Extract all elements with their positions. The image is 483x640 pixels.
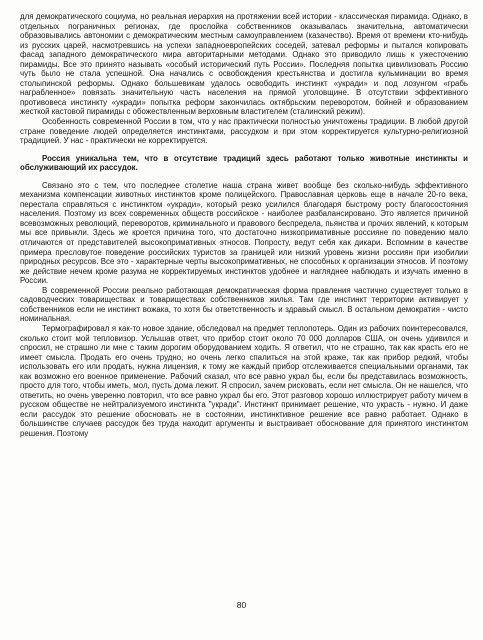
text-column [20, 12, 468, 439]
paragraph-5: Термографировал я как-то новое здание, обследовал на предмет теплопотерь. Один из рабочих поинтересовался, сколько стоит мой тепловизор. Услышав ответ, что прибор стоит около 70 000 долларов США, он очень удивился и спросил, не страшно ли мне с таким дорогим оборудованием ходить. Я ответил, что не страшно, так как красть его не имеет смысла. Продать его очень трудно, но очень легко спалиться на этой краже, так как прибор редкий, чтобы использовать его или продать, нужна лицензия, к тому же каждый прибор отслеживается специальными органами, так как возможно его военное применение. Рабочий сказал, что все равно украл бы, если бы представилась возможность, просто для того, чтобы иметь, мол, пусть дома лежит. Я спросил, зачем рисковать, если нет смысла. Он не нашелся, что ответить, но очень уверенно повторил, что все равно украл бы его. Этот разговор хорошо иллюстрирует работу мичем в русском обществе не нейтрализуемого инстинкта "укради". Инстинкт принимает решение, что украсть - нужно. И даже если рассудок это решение обосновать не в состоянии, инстинктивное решение все равно работает. Однако в большинстве случаев рассудок без труда находит аргументы и выстраивает обоснование для принятого инстинктом решения. Поэтому [20, 323, 468, 438]
paragraph-1: для демократического социума, но реальная иерархия на протяжении всей истории - классическая пирамида. Однако, в отдельных пограничных регионах, где прослойка собственников оказывалась значительна, автоматически образовывались автономии с демократическим местным самоуправлением (казачество). Время от времени кто-нибудь из русских царей, насмотревшись на успехи западноевропейских соседей, затевал реформы и пытался копировать фасад западного демократического мира авторитарными методами. Однако это приводило лишь к ужесточению пирамиды. Все это принято называть «особый исторический путь России». Последняя попытка цивилизовать Россию чуть было не стала успешной. Она начались с освобождения крестьянства и достигла кульминации во время столыпинской реформы. Однако большевикам удалось освободить инстинкт «укради» и под лозунгом «грабь награбленное» повязать значительную часть населения на прямой уголовщине. В отсутствии эффективного противовеса инстинкту «укради» попытка реформ закончилась октябрьским переворотом, бойней и образованием жесткой кастовой пирамиды с обожествленным верховным властителем (сталинский режим). [20, 12, 468, 117]
page-number: 80 [236, 600, 247, 610]
paragraph-4: В современной России реально работающая демократическая форма правления частично существует только в садоводческих товариществах и товариществах собственников жилья. Там где инстинкт территории активирует у собственников если не инстинкт вожака, то хотя бы ответственность и здравый смысл. В остальном демократия - чисто номинальная. [20, 285, 468, 324]
spacer [20, 173, 468, 181]
paragraph-3: Связано это с тем, что последнее столетие наша страна живет вообще без сколько-нибудь эффективного механизма компенсации животных инстинктов кроме полицейского. Православная церковь еще в начале 20-го века, перестала справляться с инстинктом «укради», который резко усилился благодаря быстрому росту благосостояния населения. Поэтому из всех современных обществ российское - наиболее разбалансировано. Это является причиной всевозможных революций, переворотов, криминального и правового беспредела, пьянства и прочих явлений, к которым мы все привыкли. Здесь же кроется причина того, что достаточно низкопримативные россияне по поведению мало отличаются от представителей высокопримативных этносов. Попросту, ведут себя как дикари. Вспомним в качестве примера пресловутое поведение российских туристов за границей или низкий уровень жизни россиян при изобилии природных ресурсов. Все это - характерные черты высокопримативных, не способных к организации этносов. И поэтому же действие нечем кроме разума не корректируемых инстинктов удобнее и нагляднее наблюдать и изучать именно в России. [20, 180, 468, 286]
paragraph-2: Особенность современной России в том, что у нас практически полностью уничтожены традиции. В любой другой стране поведение людей определяется инстинктами, рассудком и при этом корректируется культурно-религиозной традицией. У нас - практически не корректируется. [20, 117, 468, 146]
spacer [20, 146, 468, 154]
bold-thesis: Россия уникальна тем, что в отсутствие традиций здесь работают только животные инстинкты и обслуживающий их рассудок. [20, 153, 468, 173]
